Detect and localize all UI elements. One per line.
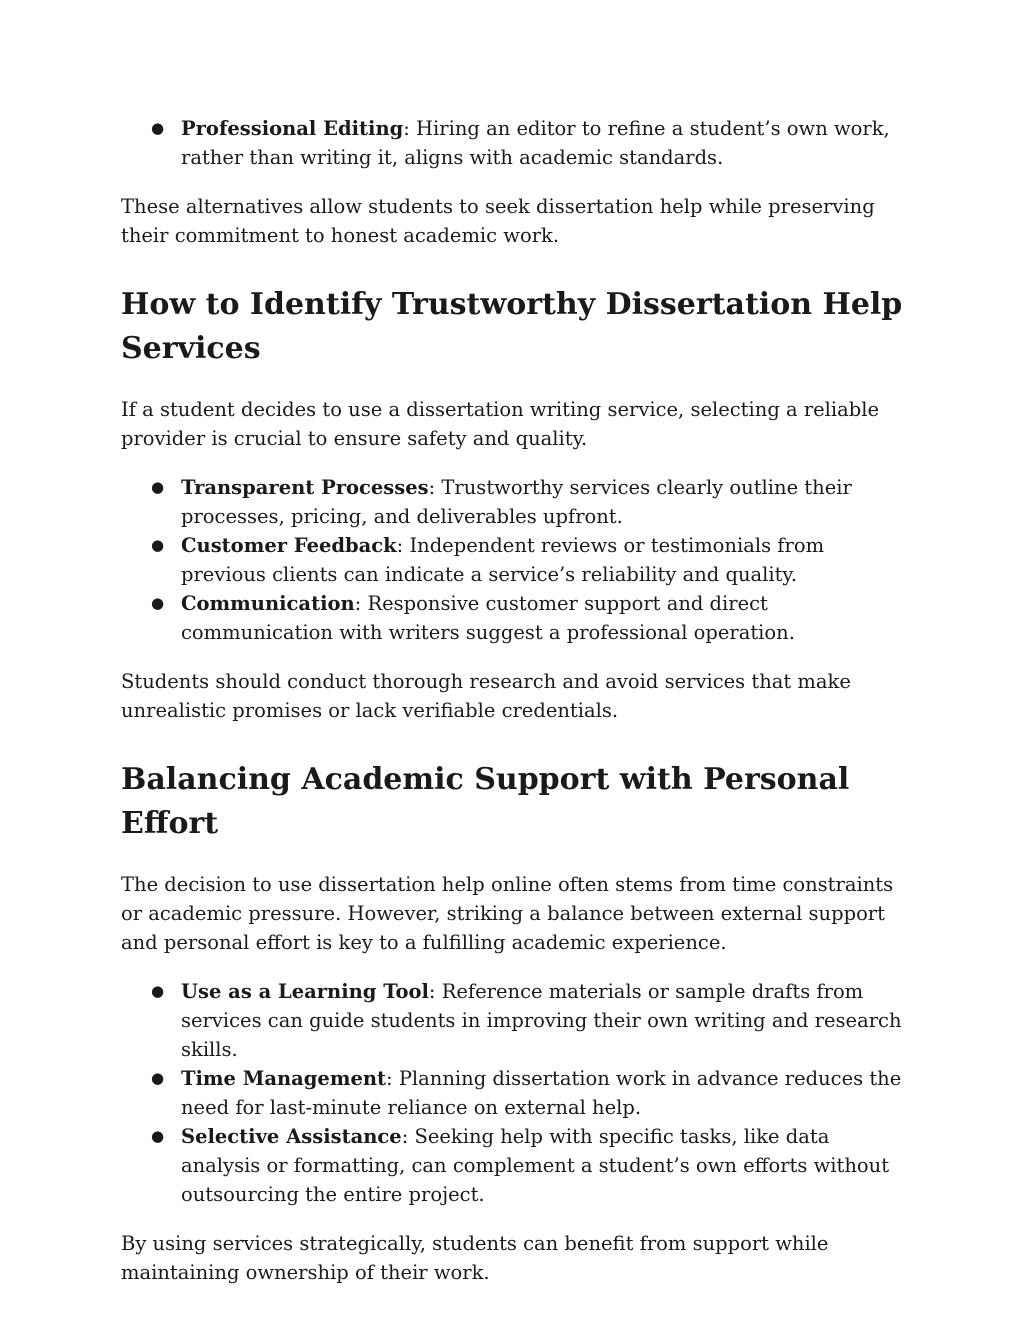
paragraph: These alternatives allow students to seek dissertation help while preserving their commitment to honest academic work.: [121, 195, 875, 247]
list-item-text: : Planning dissertation work in advance reduces the need for last-minute reliance on external help.: [181, 1067, 902, 1119]
list-item-text: : Independent reviews or testimonials from previous clients can indicate a service’s reliability and quality.: [181, 534, 825, 586]
bullet-list-alternatives: [121, 114, 911, 172]
bullet-icon: ●: [151, 594, 165, 612]
list-item-term: Time Management: [181, 1067, 387, 1090]
bullet-list-balancing: [121, 977, 911, 1209]
bullet-icon: ●: [151, 119, 165, 137]
list-item-term: Professional Editing: [181, 117, 404, 140]
bullet-list-trustworthy: [121, 473, 911, 647]
list-item: [121, 589, 911, 647]
list-item: [121, 114, 911, 172]
paragraph: The decision to use dissertation help online often stems from time constraints or academic pressure. However, striking a balance between external support and personal effort is key to a fulfilling academic experience.: [121, 873, 894, 954]
section-heading: How to Identify Trustworthy Dissertation Help Services: [121, 287, 903, 366]
list-item-term: Communication: [181, 592, 355, 615]
paragraph: If a student decides to use a dissertation writing service, selecting a reliable provider is crucial to ensure safety and quality.: [121, 398, 880, 450]
list-item-text: : Reference materials or sample drafts from services can guide students in improving their own writing and research skills.: [181, 980, 902, 1061]
list-item-term: Transparent Processes: [181, 476, 429, 499]
list-item-text: : Seeking help with specific tasks, like data analysis or formatting, can complement a student’s own efforts without outsourcing the entire project.: [181, 1125, 890, 1206]
list-item-text: : Responsive customer support and direct communication with writers suggest a professional operation.: [181, 592, 795, 644]
document-page: [121, 114, 911, 1287]
bullet-icon: ●: [151, 1127, 165, 1145]
paragraph: By using services strategically, students can benefit from support while maintaining ownership of their work.: [121, 1232, 829, 1284]
bullet-icon: ●: [151, 478, 165, 496]
list-item: [121, 1122, 911, 1209]
bullet-icon: ●: [151, 982, 165, 1000]
list-item-term: Selective Assistance: [181, 1125, 402, 1148]
list-item: [121, 473, 911, 531]
bullet-icon: ●: [151, 536, 165, 554]
section-heading: Balancing Academic Support with Personal Effort: [121, 762, 850, 841]
list-item-term: Use as a Learning Tool: [181, 980, 429, 1003]
list-item: [121, 1064, 911, 1122]
list-item-text: : Trustworthy services clearly outline their processes, pricing, and deliverables upfront.: [181, 476, 852, 528]
list-item: [121, 531, 911, 589]
list-item-text: : Hiring an editor to refine a student’s own work, rather than writing it, aligns with academic standards.: [181, 117, 890, 169]
list-item: [121, 977, 911, 1064]
list-item-term: Customer Feedback: [181, 534, 397, 557]
paragraph: Students should conduct thorough research and avoid services that make unrealistic promises or lack verifiable credentials.: [121, 670, 851, 722]
bullet-icon: ●: [151, 1069, 165, 1087]
